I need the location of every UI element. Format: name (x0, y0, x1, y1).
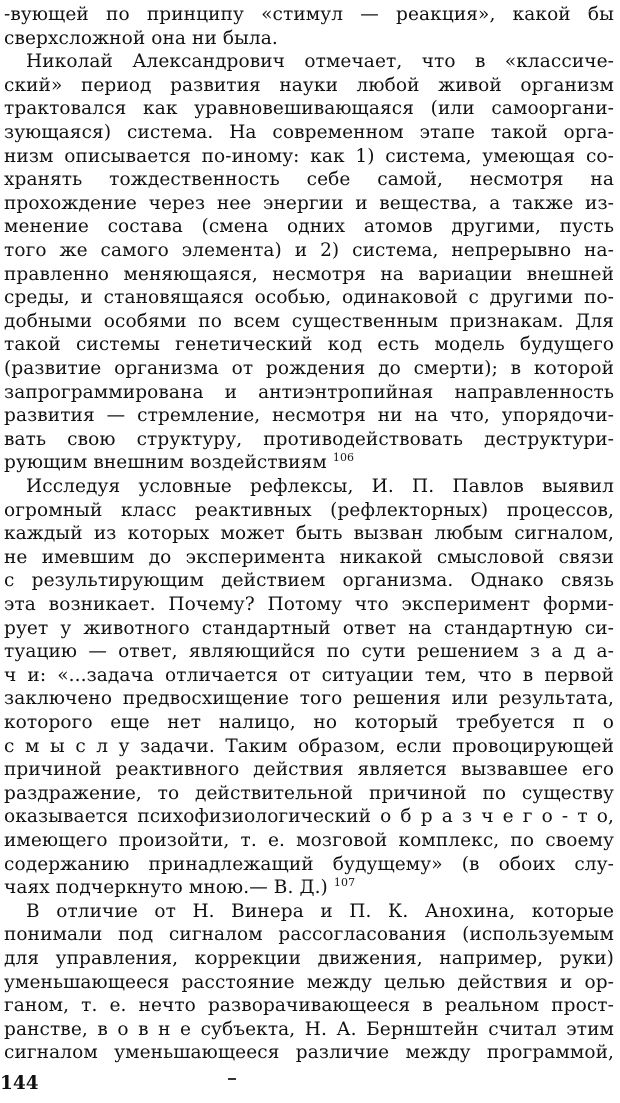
text-line-content: запрограммирована и антиэнтропийная направленность (4, 381, 614, 403)
text-line-content: В отличие от Н. Винера и П. К. Анохина, которые (26, 900, 614, 922)
text-line-content: раздражение, то действительной причиной по существу (4, 782, 614, 804)
text-line-content: с результирующим действием организма. Однако связь (4, 570, 614, 592)
text-line-content: сигналом уменьшающееся различие между программой, (4, 1042, 614, 1064)
text-line-content: ский» период развития науки любой живой организм (4, 74, 614, 96)
text-line-content: (развитие организма от рождения до смерти); в которой (4, 358, 614, 379)
text-line-content: уменьшающееся расстояние между целью действия и ор- (4, 971, 614, 993)
text-line-content: с м ы с л у задачи. Таким образом, если провоцирующей (4, 735, 614, 757)
text-line-content: ганом, т. е. нечто разворачивающееся в реальном прост- (4, 995, 614, 1017)
text-line-content: рующим внешним воздействиям (4, 452, 327, 474)
text-line-content: вать свою структуру, противодействовать деструктури- (4, 428, 614, 450)
text-line-content: которого еще нет налицо, но который требуется п о (4, 712, 614, 733)
text-line-content: добными особями по всем существенным признакам. Для (4, 310, 614, 332)
text-line-content: трактовался как уравновешивающаяся (или самооргани- (4, 98, 614, 120)
text-line-content: чаях подчеркнуто мною.— В. Д.) (4, 877, 328, 899)
text-line-content: огромный класс реактивных (рефлекторных) процессов, (4, 499, 614, 521)
text-line-content: туацию — ответ, являющийся по сути решением з а д а- (4, 641, 614, 663)
text-line-content: для управления, коррекции движения, например, руки) (4, 948, 614, 969)
text-line-content: ч и: «...задача отличается от ситуации тем, что в первой (4, 664, 614, 686)
text-line-content: рует у животного стандартный ответ на стандартную си- (4, 617, 614, 639)
text-line-content: менение состава (смена одних атомов другими, пусть (4, 216, 614, 238)
text-line (4, 1039, 614, 1066)
text-line-content: сверхсложной она ни была. (4, 27, 278, 49)
text-line-content: причиной реактивного действия является вызвавшее его (4, 759, 614, 781)
text-line-content: эта возникает. Почему? Потому что эксперимент форми- (4, 594, 614, 615)
footnote-reference: 107 (333, 876, 356, 890)
text-line-content: заключено предвосхищение того решения или результата, (4, 688, 614, 710)
text-line-content: -вующей по принципу «стимул — реакция», какой бы (4, 4, 614, 25)
text-line-content: правленно меняющаяся, несмотря на вариации внешней (4, 263, 614, 285)
text-line-content: хранять тождественность себе самой, несмотря на (4, 169, 614, 191)
text-line-content: оказывается психофизиологический о б р а з ч е г о - т о, (4, 806, 614, 828)
footnote-reference: 106 (332, 451, 355, 465)
text-line-content: такой системы генетический код есть модель будущего (4, 334, 614, 356)
text-line-content: ранстве, в о в н е субъекта, Н. А. Бернштейн считал этим (4, 1018, 614, 1040)
text-line-content: низм описывается по-иному: как 1) система, умеющая со- (4, 145, 614, 167)
text-line-content: зующаяся) система. На современном этапе такой орга- (4, 122, 614, 143)
text-line-content: понимали под сигналом рассогласования (используемым (4, 924, 614, 946)
text-line-content: прохождение через нее энергии и вещества, а также из- (4, 192, 614, 214)
text-line-content: Николай Александрович отмечает, что в «классиче- (26, 51, 614, 73)
page-number: 144 (0, 1073, 39, 1094)
text-line-content: среды, и становящаяся особью, одинаковой с другими по- (4, 287, 614, 309)
text-line-content: имеющего произойти, т. е. мозговой комплекс, по своему (4, 830, 614, 851)
text-line-content: Исследуя условные рефлексы, И. П. Павлов выявил (26, 476, 614, 497)
text-line-content: каждый из которых может быть вызван любым сигналом, (4, 523, 614, 545)
text-line-content: развития — стремление, несмотря ни на что, упорядочи- (4, 405, 614, 427)
text-line-content: содержанию принадлежащий будущему» (в обоих слу- (4, 853, 614, 875)
text-line-content: того же самого элемента) и 2) система, непрерывно на- (4, 240, 614, 261)
text-line-content: не имевшим до эксперимента никакой смысловой связи (4, 546, 614, 568)
print-mark (228, 1078, 236, 1080)
